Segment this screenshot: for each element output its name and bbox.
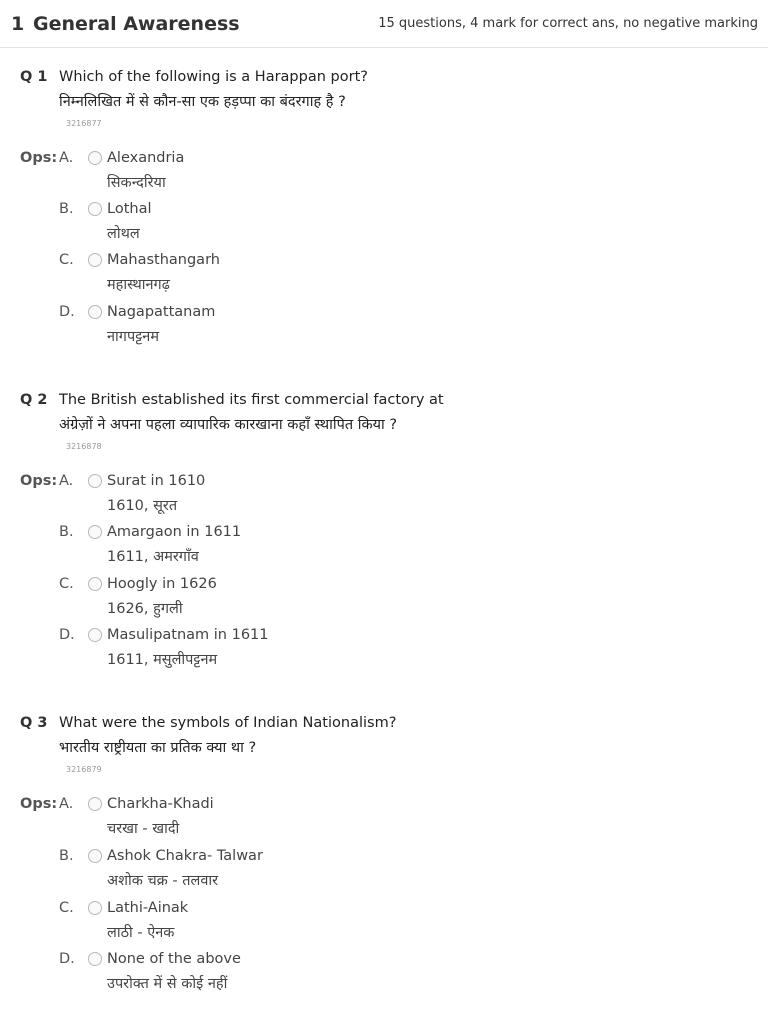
option-text-hi: महास्थानगढ़ — [107, 277, 170, 293]
option-radio[interactable] — [88, 253, 102, 267]
option-letter: C. — [59, 252, 74, 268]
option-text-hi: उपरोक्त में से कोई नहीं — [107, 976, 228, 992]
option-text-en: Charkha-Khadi — [107, 796, 214, 812]
options-label: Ops: — [20, 796, 58, 812]
question-text-en: Which of the following is a Harappan port? — [59, 69, 368, 85]
option-letter: D. — [59, 627, 75, 643]
option-text-en: Nagapattanam — [107, 304, 216, 320]
options-label: Ops: — [20, 150, 58, 166]
section-title: General Awareness — [33, 13, 240, 35]
option-text-hi: लाठी - ऐनक — [107, 925, 175, 941]
question-label: Q 1 — [20, 69, 48, 85]
option-letter: D. — [59, 951, 75, 967]
option-text-en: Hoogly in 1626 — [107, 576, 217, 592]
question-id: 3216877 — [66, 119, 102, 128]
question-text-hi: अंग्रेज़ों ने अपना पहला व्यापारिक कारखाना कहाँ स्थापित किया ? — [59, 417, 398, 433]
option-letter: A. — [59, 796, 74, 812]
option-text-en: Ashok Chakra- Talwar — [107, 848, 263, 864]
option-radio[interactable] — [88, 577, 102, 591]
option-text-hi: चरखा - खादी — [107, 821, 180, 837]
section-header — [0, 0, 768, 48]
section-info: 15 questions, 4 mark for correct ans, no negative marking — [378, 16, 758, 31]
option-radio[interactable] — [88, 474, 102, 488]
option-radio[interactable] — [88, 901, 102, 915]
question-id: 3216879 — [66, 765, 102, 774]
option-text-hi: अशोक चक्र - तलवार — [107, 873, 219, 889]
option-radio[interactable] — [88, 952, 102, 966]
option-radio[interactable] — [88, 628, 102, 642]
section-number: 1 — [11, 13, 25, 35]
option-radio[interactable] — [88, 797, 102, 811]
option-text-hi: 1611, अमरगाँव — [107, 549, 199, 565]
option-text-en: Lathi-Ainak — [107, 900, 189, 916]
question-text-hi: भारतीय राष्ट्रीयता का प्रतिक क्या था ? — [59, 740, 257, 756]
question-text-en: What were the symbols of Indian Nationalism? — [59, 715, 397, 731]
question-text-en: The British established its first commercial factory at — [59, 392, 444, 408]
question-label: Q 3 — [20, 715, 48, 731]
option-text-hi: सिकन्दरिया — [107, 175, 166, 191]
option-letter: B. — [59, 848, 74, 864]
option-text-hi: 1610, सूरत — [107, 498, 178, 514]
option-radio[interactable] — [88, 849, 102, 863]
question-label: Q 2 — [20, 392, 48, 408]
option-text-hi: 1611, मसुलीपट्टनम — [107, 652, 218, 668]
option-radio[interactable] — [88, 305, 102, 319]
option-letter: C. — [59, 900, 74, 916]
question-id: 3216878 — [66, 442, 102, 451]
option-text-en: Mahasthangarh — [107, 252, 220, 268]
option-radio[interactable] — [88, 202, 102, 216]
option-text-hi: 1626, हुगली — [107, 601, 183, 617]
option-letter: B. — [59, 201, 74, 217]
option-text-en: Alexandria — [107, 150, 185, 166]
option-letter: A. — [59, 473, 74, 489]
option-text-en: None of the above — [107, 951, 241, 967]
option-text-en: Lothal — [107, 201, 152, 217]
option-text-en: Masulipatnam in 1611 — [107, 627, 269, 643]
option-text-hi: नागपट्टनम — [107, 329, 160, 345]
option-letter: B. — [59, 524, 74, 540]
options-label: Ops: — [20, 473, 58, 489]
option-text-en: Surat in 1610 — [107, 473, 206, 489]
option-text-hi: लोथल — [107, 226, 140, 242]
option-letter: A. — [59, 150, 74, 166]
question-text-hi: निम्नलिखित में से कौन-सा एक हड़प्पा का बंदरगाह है ? — [59, 94, 346, 110]
option-letter: D. — [59, 304, 75, 320]
option-radio[interactable] — [88, 151, 102, 165]
option-radio[interactable] — [88, 525, 102, 539]
option-text-en: Amargaon in 1611 — [107, 524, 242, 540]
option-letter: C. — [59, 576, 74, 592]
